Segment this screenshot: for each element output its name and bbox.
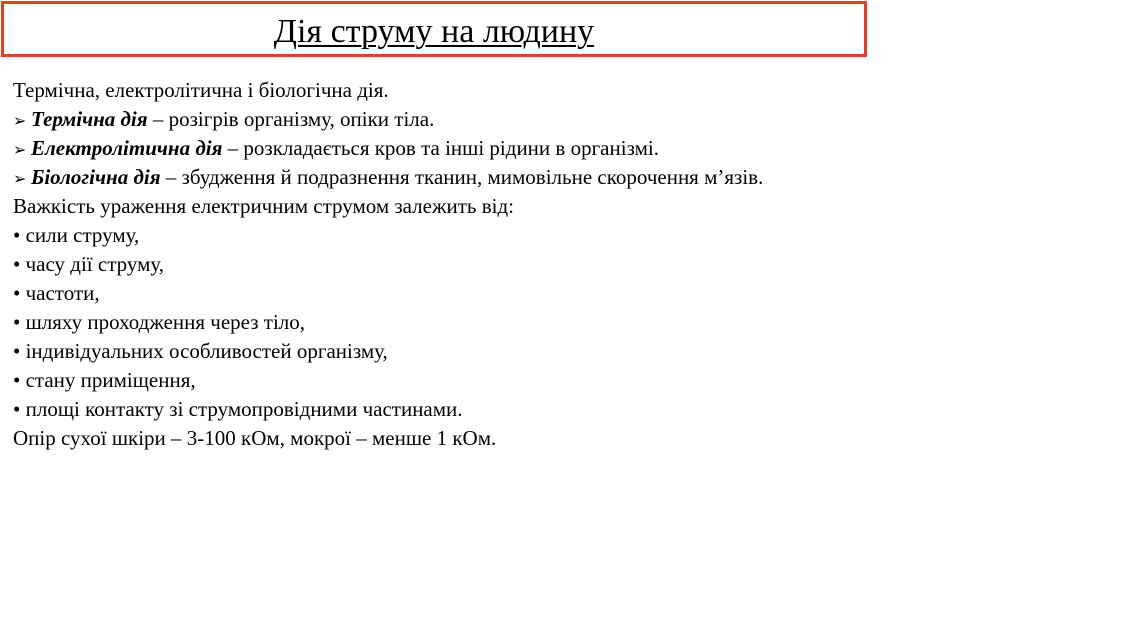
effect-item-thermal xyxy=(13,105,1133,134)
resistance-note: Опір сухої шкіри – 3-100 кОм, мокрої – менше 1 кОм. xyxy=(13,426,497,450)
factor-list-item: • стану приміщення, xyxy=(13,368,196,392)
effect-description: – розігрів організму, опіки тіла. xyxy=(147,107,435,131)
factor-list-item: • індивідуальних особливостей організму, xyxy=(13,339,388,363)
arrow-bullet-icon: ➢ xyxy=(13,140,27,159)
arrow-bullet-icon: ➢ xyxy=(13,111,27,130)
effect-term: Біологічна дія xyxy=(31,165,161,189)
factor-list-item: • часу дії струму, xyxy=(13,252,165,276)
effect-item-electrolytic xyxy=(13,134,1133,163)
factor-list-item: • частоти, xyxy=(13,281,100,305)
effect-description: – збудження й подразнення тканин, мимовільне скорочення м’язів. xyxy=(160,165,764,189)
page-title: Дія струму на людину xyxy=(273,13,595,50)
factor-list-item: • площі контакту зі струмопровідними частинами. xyxy=(13,397,463,421)
factor-list-item: • шляху проходження через тіло, xyxy=(13,310,306,334)
effect-item-biological xyxy=(13,163,1133,192)
title-box xyxy=(1,1,867,57)
effect-description: – розкладається кров та інші рідини в організмі. xyxy=(222,136,659,160)
factors-heading: Важкість ураження електричним струмом залежить від: xyxy=(13,194,515,218)
arrow-bullet-icon: ➢ xyxy=(13,169,27,188)
factor-list-item: • сили струму, xyxy=(13,223,140,247)
effect-term: Електролітична дія xyxy=(31,136,223,160)
slide-content xyxy=(13,76,1133,453)
effect-term: Термічна дія xyxy=(31,107,148,131)
intro-text: Термічна, електролітична і біологічна дія. xyxy=(13,78,389,102)
